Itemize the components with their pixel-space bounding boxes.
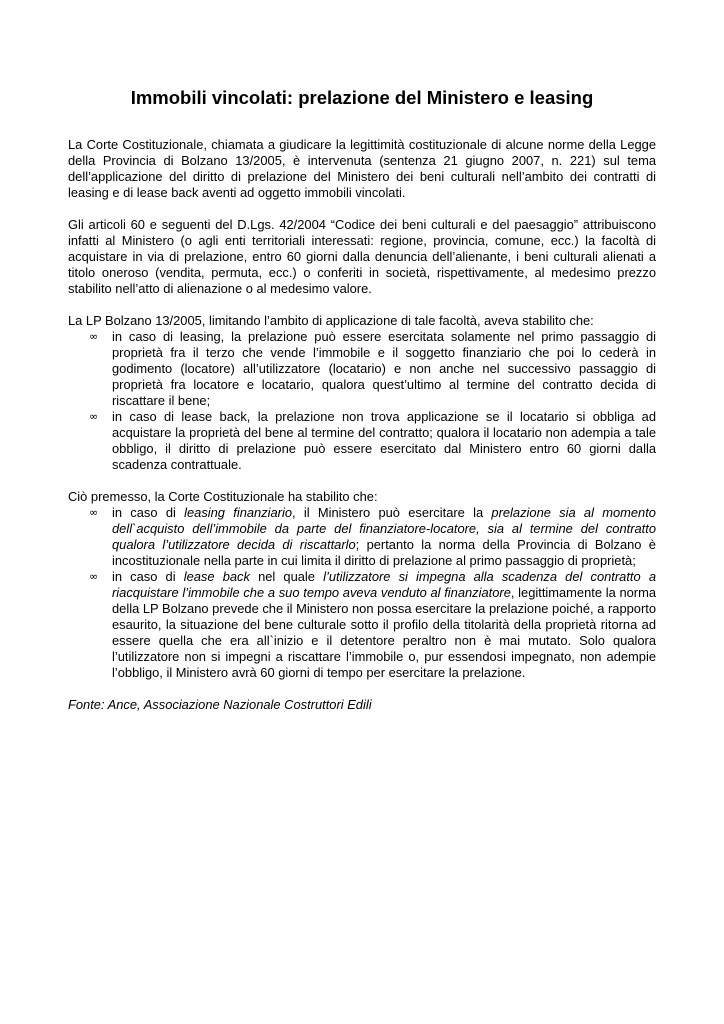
source-citation: Fonte: Ance, Associazione Nazionale Costruttori Edili — [68, 697, 372, 712]
list-item-text: in caso di leasing, la prelazione può essere esercitata solamente nel primo passaggio di proprietà fra il terzo che vende l’immobile e il soggetto finanziario che poi lo cederà in godimento (locatore) all’utilizzatore (locatario) e non anche nel successivo passaggio di proprietà fra locatore e locatario, qualora quest’ultimo al termine del contratto decida di riscattare il bene; — [112, 329, 656, 408]
court-ruling-lead: Ciò premesso, la Corte Costituzionale ha stabilito che: — [68, 489, 378, 504]
emphasis-text: lease back — [183, 569, 250, 584]
list-item — [89, 505, 656, 569]
infinity-bullet-icon: ∞ — [89, 570, 99, 583]
infinity-bullet-icon: ∞ — [89, 330, 99, 343]
infinity-bullet-icon: ∞ — [89, 410, 99, 423]
emphasis-text: leasing finanziario — [184, 505, 293, 520]
provincial-law-list — [68, 329, 656, 473]
document-title: Immobili vincolati: prelazione del Ministero e leasing — [130, 87, 594, 108]
infinity-bullet-icon: ∞ — [89, 506, 99, 519]
intro-paragraph: La Corte Costituzionale, chiamata a giudicare la legittimità costituzionale di alcune norme della Legge della Provincia di Bolzano 13/2005, è intervenuta (sentenza 21 giugno 2007, n. 221) sul tema dell’applicazione del diritto di prelazione del Ministero dei beni culturali nell’ambito dei contratti di leasing e di lease back aventi ad oggetto immobili vincolati. — [68, 137, 656, 200]
list-item — [89, 569, 656, 681]
emphasis-text: l’utilizzatore si impegna alla scadenza del contratto a riacquistare l’immobile che a suo tempo aveva venduto al finanziatore — [112, 569, 656, 600]
court-ruling-list — [68, 505, 656, 681]
list-item-text: in caso di leasing finanziario, il Ministero può esercitare la prelazione sia al momento dell`acquisto dell’immobile da parte del finanziatore-locatore, sia al termine del contratto qualora l’utilizzatore decida di riscattarlo; pertanto la norma della Provincia di Bolzano è incostituzionale nella parte in cui limita il diritto di prelazione al primo passaggio di proprietà; — [112, 505, 656, 568]
emphasis-text: prelazione sia al momento dell`acquisto dell’immobile da parte del finanziatore-locatore, sia al termine del contratto qualora l’utilizzatore decida di riscattarlo — [112, 505, 656, 552]
legal-context-paragraph: Gli articoli 60 e seguenti del D.Lgs. 42/2004 “Codice dei beni culturali e del paesaggio” attribuiscono infatti al Ministero (o agli enti territoriali interessati: regione, provincia, comune, ecc.) la facoltà di acquistare in via di prelazione, entro 60 giorni dalla denuncia dell’alienante, i beni culturali alienati a titolo oneroso (vendita, permuta, ecc.) o conferiti in società, rispettivamente, al medesimo prezzo stabilito nell’atto di alienazione o al medesimo valore. — [68, 217, 656, 296]
document-body — [68, 137, 656, 729]
provincial-law-lead: La LP Bolzano 13/2005, limitando l’ambito di applicazione di tale facoltà, aveva stabilito che: — [68, 313, 594, 328]
list-item-text: in caso di lease back nel quale l’utilizzatore si impegna alla scadenza del contratto a riacquistare l’immobile che a suo tempo aveva venduto al finanziatore, legittimamente la norma della LP Bolzano prevede che il Ministero non possa esercitare la prelazione poiché, a rapporto esaurito, la situazione del bene culturale sotto il profilo della titolarità della proprietà ritorna ad essere quella che era all`inizio e il detentore peraltro non è mai mutato. Solo qualora l’utilizzatore non si impegni a riscattare l’immobile o, pur essendosi impegnato, non adempie l’obbligo, il Ministero avrà 60 giorni di tempo per esercitare la prelazione. — [112, 569, 656, 680]
list-item — [89, 329, 656, 409]
list-item — [89, 409, 656, 473]
list-item-text: in caso di lease back, la prelazione non trova applicazione se il locatario si obbliga ad acquistare la proprietà del bene al termine del contratto; qualora il locatario non adempia a tale obbligo, il diritto di prelazione può essere esercitato dal Ministero entro 60 giorni dalla scadenza contrattuale. — [112, 409, 656, 472]
